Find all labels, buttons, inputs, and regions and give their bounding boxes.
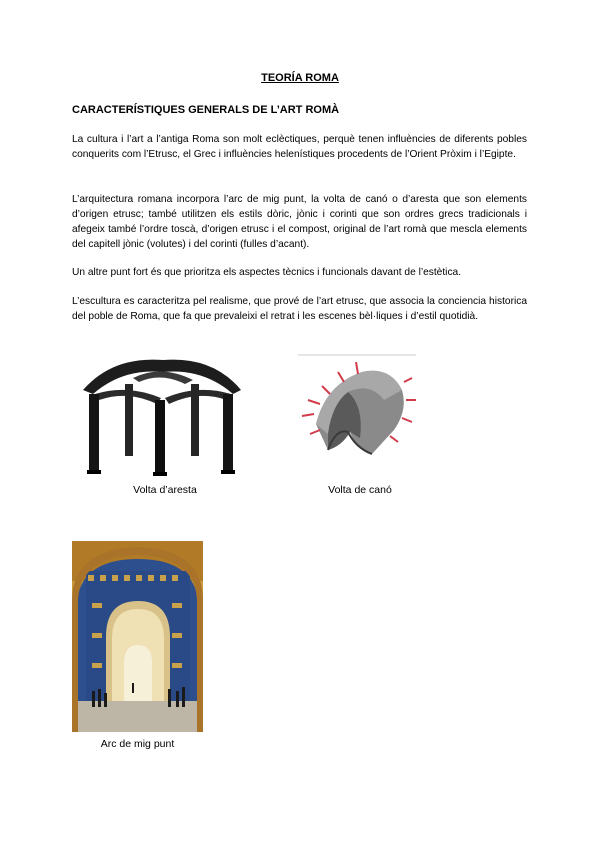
document-title: TEORÍA ROMA (261, 72, 339, 84)
paragraph-2: L’arquitectura romana incorpora l’arc de mig punt, la volta de canó o d’aresta que son elements d’origen etrusc; també utilitzen els estils dòric, jònic i corinti que son ordres grecs tradicionals i afegeix també l’ordre toscà, d’origen etrusc i el compost, original de l’art romà que mescla elements del capitell jònic (volutes) i del corinti (fulles d’acant). (72, 194, 527, 250)
paragraph-4: L’escultura es caracteritza pel realisme, que prové de l’art etrusc, que associa la conciencia historica del poble de Roma, que fa que prevaleixi el retrat i les escenes bèl·liques i d’estil quotidià. (72, 296, 527, 322)
barrel-vault-illustration (298, 354, 416, 472)
paragraph-1: La cultura i l’art a l’antiga Roma son molt eclèctiques, perquè tenen influències de diferents pobles conquerits com l’Etrusc, el Grec i influències helenístiques procedents de l’Orient Pròxim i l’Egipte. (72, 134, 527, 160)
paragraph-3: Un altre punt fort és que prioritza els aspectes tècnics i funcionals davant de l’estètica. (72, 267, 462, 278)
caption-round-arch: Arc de mig punt (100, 738, 175, 750)
section-heading: CARACTERÍSTIQUES GENERALS DE L’ART ROMÀ (72, 104, 340, 116)
caption-groin-vault: Volta d’aresta (133, 484, 197, 496)
round-arch-photo (72, 541, 203, 732)
caption-barrel-vault: Volta de canó (328, 484, 392, 496)
groin-vault-illustration (73, 354, 251, 478)
